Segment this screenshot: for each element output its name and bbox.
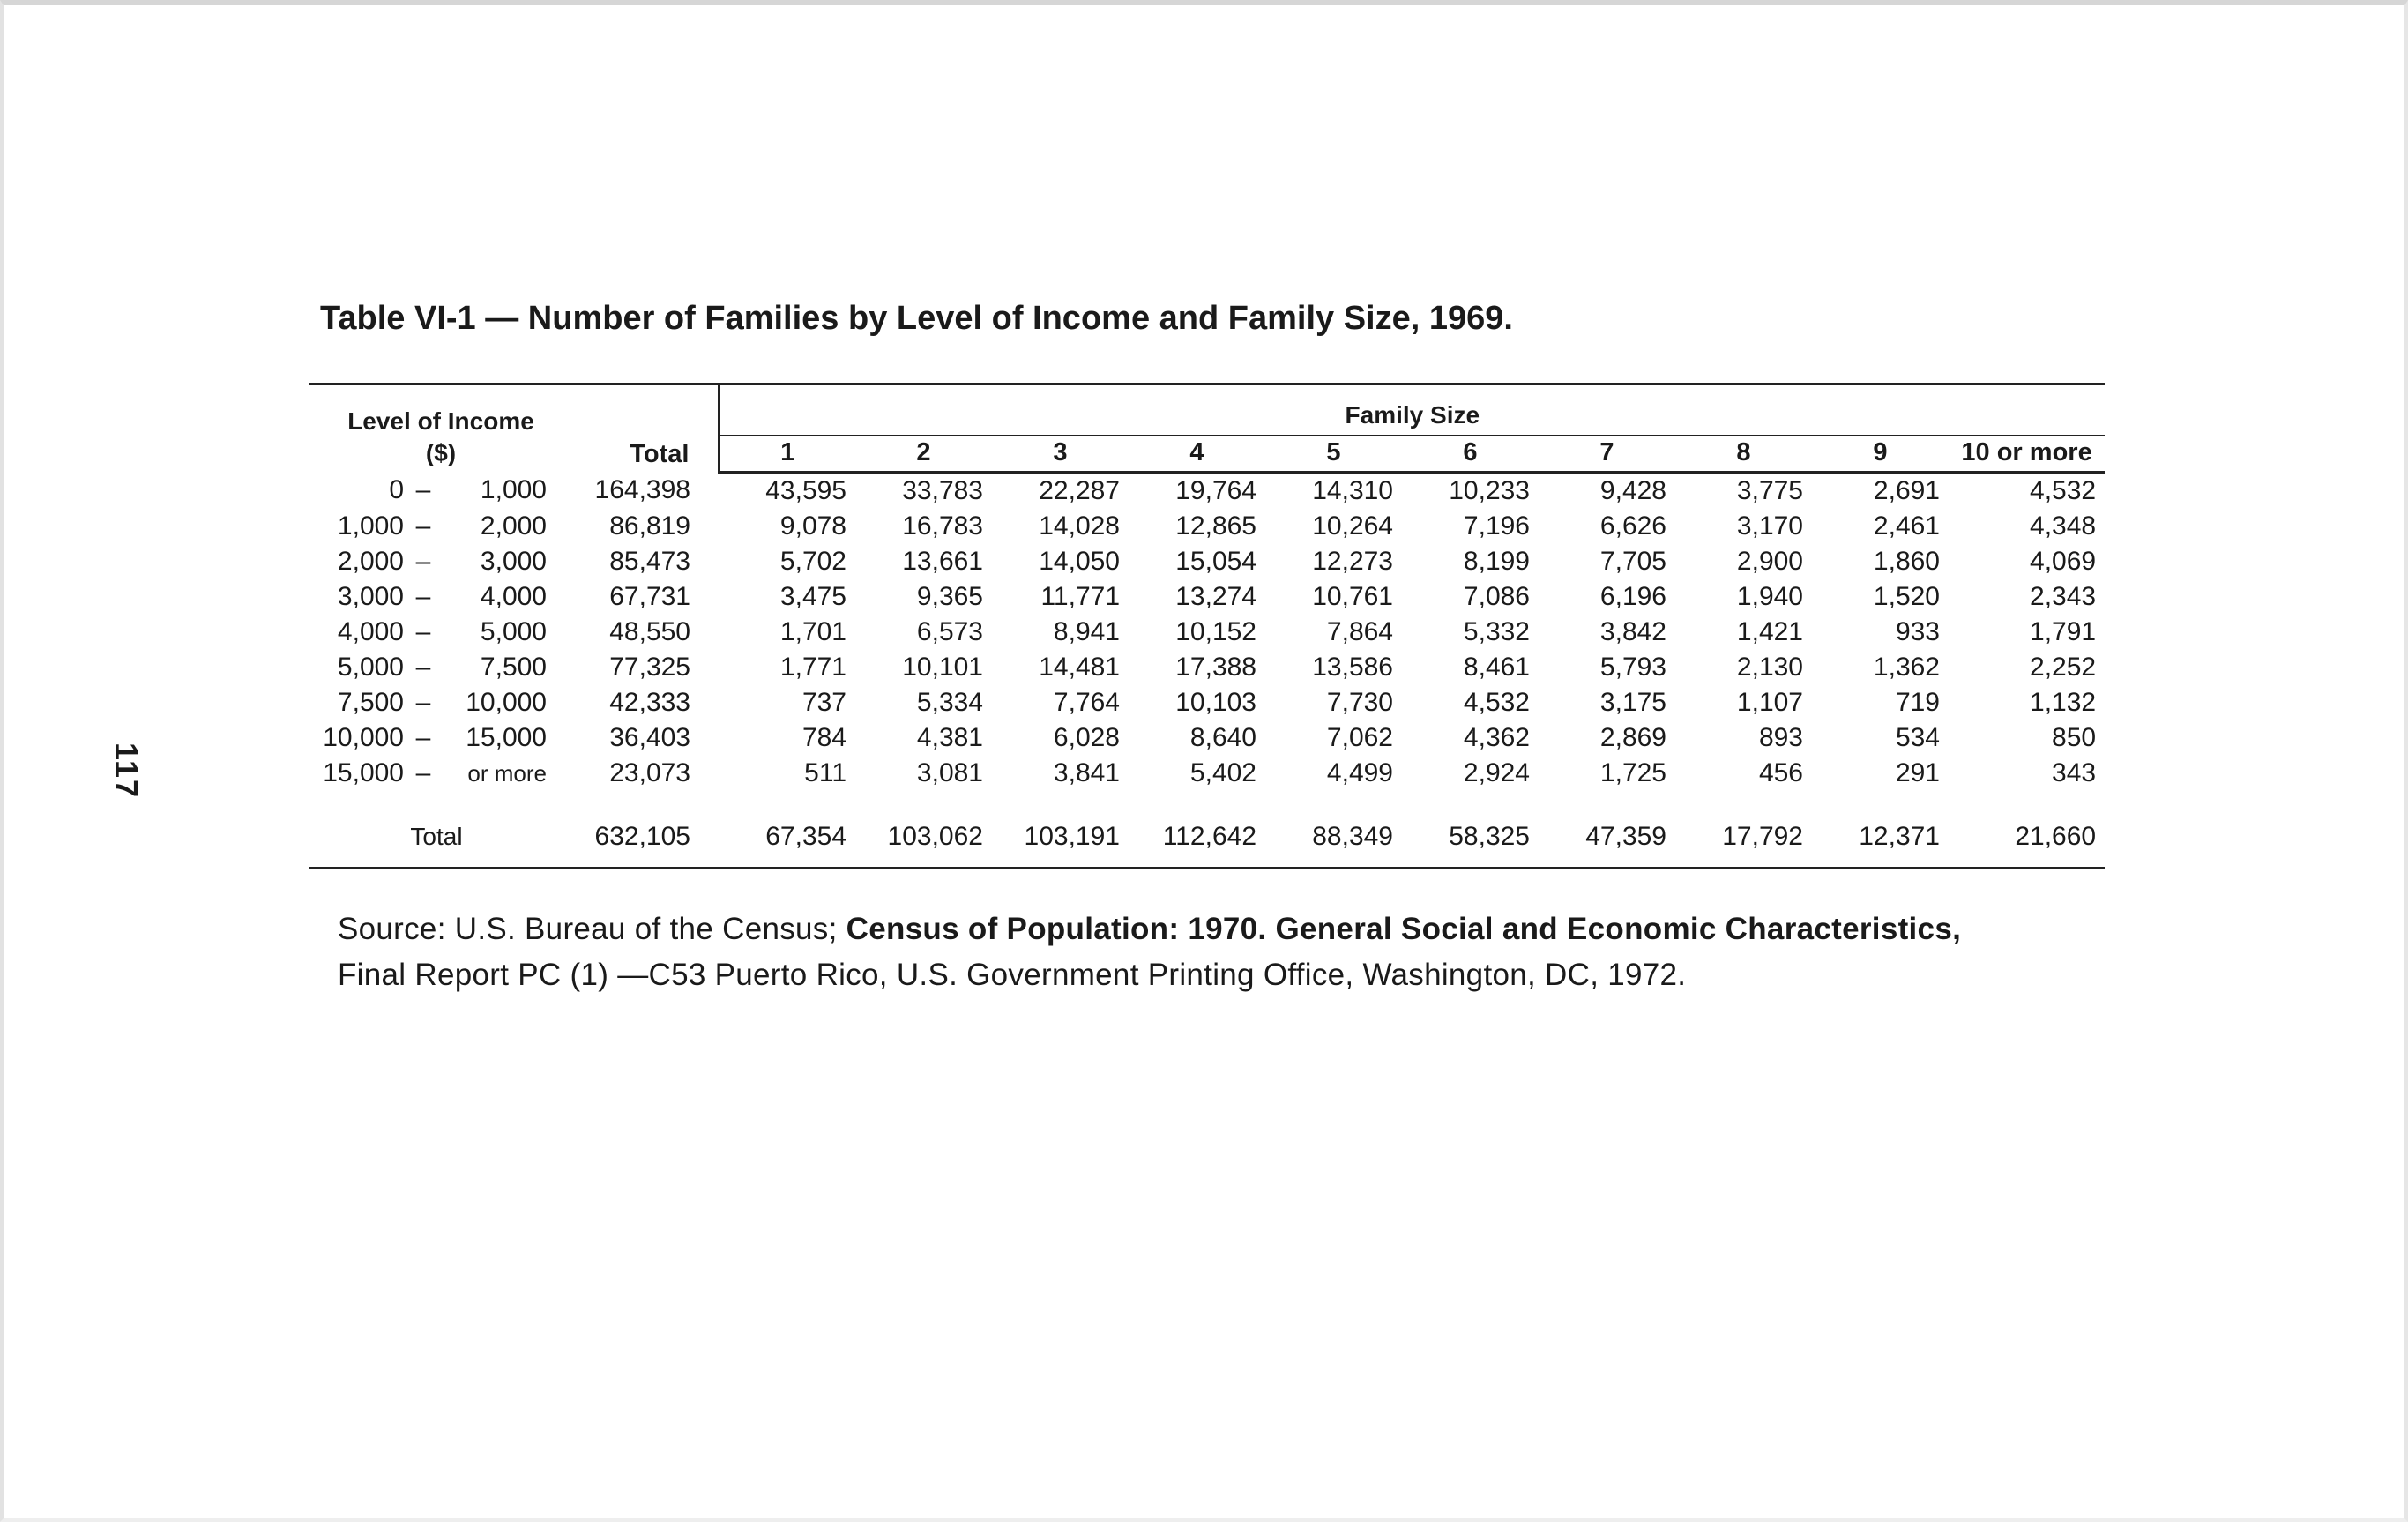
family-count-cell: 5,334 bbox=[916, 688, 983, 717]
income-range-high: 2,000 bbox=[480, 511, 547, 541]
column-total-cell: 12,371 bbox=[1812, 803, 1949, 869]
family-count-cell: 14,310 bbox=[1312, 476, 1393, 505]
family-count-cell: 9,365 bbox=[916, 582, 983, 611]
family-count-cell: 2,869 bbox=[1599, 723, 1666, 752]
family-count-cell: 6,196 bbox=[1599, 582, 1666, 611]
family-count-cell: 4,532 bbox=[1463, 688, 1530, 717]
row-total-cell: 67,731 bbox=[609, 582, 690, 611]
row-total-cell: 77,325 bbox=[609, 653, 690, 682]
family-count-cell: 719 bbox=[1895, 688, 1940, 717]
family-count-cell: 43,595 bbox=[765, 476, 846, 505]
income-range-high: or more bbox=[467, 760, 547, 787]
family-count-cell: 343 bbox=[2052, 758, 2097, 787]
income-range-dash: – bbox=[415, 758, 431, 787]
family-count-cell: 10,103 bbox=[1175, 688, 1256, 717]
family-count-cell: 2,691 bbox=[1873, 476, 1940, 505]
income-range-low: 0 bbox=[389, 475, 404, 505]
income-range-low: 7,500 bbox=[337, 688, 404, 717]
family-count-cell: 7,730 bbox=[1326, 688, 1393, 717]
table-row bbox=[309, 650, 2105, 685]
table-row bbox=[309, 544, 2105, 579]
income-range-high: 1,000 bbox=[480, 475, 547, 505]
row-total-cell: 86,819 bbox=[609, 511, 690, 541]
header-family-size-col: 3 bbox=[992, 436, 1129, 473]
row-total-cell: 48,550 bbox=[609, 617, 690, 646]
header-family-size-col: 8 bbox=[1675, 436, 1812, 473]
family-count-cell: 8,941 bbox=[1053, 617, 1120, 646]
family-count-cell: 14,481 bbox=[1039, 653, 1120, 682]
totals-row bbox=[309, 803, 2105, 869]
family-count-cell: 2,900 bbox=[1736, 547, 1803, 576]
family-count-cell: 737 bbox=[801, 688, 846, 717]
family-count-cell: 456 bbox=[1758, 758, 1803, 787]
family-count-cell: 7,864 bbox=[1326, 617, 1393, 646]
family-count-cell: 1,701 bbox=[779, 617, 846, 646]
header-family-size-col: 7 bbox=[1539, 436, 1675, 473]
income-range-high: 3,000 bbox=[480, 547, 547, 576]
family-count-cell: 4,362 bbox=[1463, 723, 1530, 752]
family-count-cell: 13,274 bbox=[1175, 582, 1256, 611]
source-publication-title: Census of Population: 1970. General Social and Economic Characteristics, bbox=[846, 912, 1962, 946]
family-count-cell: 16,783 bbox=[902, 511, 983, 541]
column-total-cell: 67,354 bbox=[719, 803, 855, 869]
income-range-dash: – bbox=[415, 723, 431, 752]
family-count-cell: 1,940 bbox=[1736, 582, 1803, 611]
family-count-cell: 784 bbox=[801, 723, 846, 752]
family-count-cell: 3,170 bbox=[1736, 511, 1803, 541]
header-family-size-col: 5 bbox=[1265, 436, 1402, 473]
income-range-dash: – bbox=[415, 511, 431, 541]
row-spacer bbox=[309, 791, 2105, 803]
family-count-cell: 7,705 bbox=[1599, 547, 1666, 576]
income-range-high: 4,000 bbox=[480, 582, 547, 611]
family-count-cell: 8,640 bbox=[1189, 723, 1256, 752]
family-count-cell: 6,626 bbox=[1599, 511, 1666, 541]
table-title: Table VI-1 — Number of Families by Level of Income and Family Size, 1969. bbox=[320, 300, 1513, 337]
family-count-cell: 14,028 bbox=[1039, 511, 1120, 541]
header-level-of-income bbox=[309, 384, 573, 473]
income-range-dash: – bbox=[415, 475, 431, 505]
row-total-cell: 23,073 bbox=[609, 758, 690, 787]
column-total-cell: 88,349 bbox=[1265, 803, 1402, 869]
family-count-cell: 3,775 bbox=[1736, 476, 1803, 505]
family-count-cell: 15,054 bbox=[1175, 547, 1256, 576]
header-family-size-col: 2 bbox=[855, 436, 992, 473]
family-count-cell: 2,252 bbox=[2030, 653, 2097, 682]
income-range-cell bbox=[309, 756, 573, 791]
family-count-cell: 1,771 bbox=[779, 653, 846, 682]
family-count-cell: 2,130 bbox=[1736, 653, 1803, 682]
family-count-cell: 9,428 bbox=[1599, 476, 1666, 505]
family-count-cell: 5,332 bbox=[1463, 617, 1530, 646]
income-range-dash: – bbox=[415, 582, 431, 611]
row-total-cell: 36,403 bbox=[609, 723, 690, 752]
table-row bbox=[309, 720, 2105, 756]
income-family-size-table bbox=[309, 383, 2105, 869]
family-count-cell: 7,062 bbox=[1326, 723, 1393, 752]
income-range-high: 15,000 bbox=[466, 723, 547, 752]
family-count-cell: 1,791 bbox=[2030, 617, 2097, 646]
family-count-cell: 5,702 bbox=[779, 547, 846, 576]
family-count-cell: 19,764 bbox=[1175, 476, 1256, 505]
table-row bbox=[309, 756, 2105, 791]
family-count-cell: 10,233 bbox=[1449, 476, 1530, 505]
family-count-cell: 8,199 bbox=[1463, 547, 1530, 576]
income-range-cell bbox=[309, 685, 573, 720]
row-total-cell: 42,333 bbox=[609, 688, 690, 717]
family-count-cell: 893 bbox=[1758, 723, 1803, 752]
family-count-cell: 9,078 bbox=[779, 511, 846, 541]
column-total-cell: 103,191 bbox=[992, 803, 1129, 869]
family-count-cell: 7,086 bbox=[1463, 582, 1530, 611]
header-total: Total bbox=[573, 384, 719, 473]
family-count-cell: 3,475 bbox=[779, 582, 846, 611]
income-range-cell bbox=[309, 473, 573, 510]
family-count-cell: 12,865 bbox=[1175, 511, 1256, 541]
income-range-low: 4,000 bbox=[337, 617, 404, 646]
family-count-cell: 3,842 bbox=[1599, 617, 1666, 646]
income-range-dash: – bbox=[415, 547, 431, 576]
family-count-cell: 6,573 bbox=[916, 617, 983, 646]
table-row bbox=[309, 579, 2105, 615]
header-family-size-col: 1 bbox=[719, 436, 855, 473]
family-count-cell: 12,273 bbox=[1312, 547, 1393, 576]
family-count-cell: 5,402 bbox=[1189, 758, 1256, 787]
income-range-cell bbox=[309, 509, 573, 544]
family-count-cell: 10,761 bbox=[1312, 582, 1393, 611]
family-count-cell: 1,860 bbox=[1873, 547, 1940, 576]
family-count-cell: 1,362 bbox=[1873, 653, 1940, 682]
family-count-cell: 3,841 bbox=[1053, 758, 1120, 787]
family-count-cell: 1,132 bbox=[2030, 688, 2097, 717]
income-range-low: 3,000 bbox=[337, 582, 404, 611]
column-total-cell: 58,325 bbox=[1402, 803, 1539, 869]
table-row bbox=[309, 685, 2105, 720]
family-count-cell: 10,101 bbox=[902, 653, 983, 682]
family-count-cell: 2,343 bbox=[2030, 582, 2097, 611]
family-count-cell: 291 bbox=[1895, 758, 1940, 787]
family-count-cell: 5,793 bbox=[1599, 653, 1666, 682]
family-count-cell: 10,264 bbox=[1312, 511, 1393, 541]
family-count-cell: 14,050 bbox=[1039, 547, 1120, 576]
header-family-size-col: 9 bbox=[1812, 436, 1949, 473]
income-range-high: 7,500 bbox=[480, 653, 547, 682]
family-count-cell: 4,499 bbox=[1326, 758, 1393, 787]
income-range-low: 5,000 bbox=[337, 653, 404, 682]
row-total-cell: 164,398 bbox=[594, 475, 690, 505]
page-number: 117 bbox=[108, 742, 145, 800]
column-total-cell: 103,062 bbox=[855, 803, 992, 869]
income-range-cell bbox=[309, 650, 573, 685]
income-range-dash: – bbox=[415, 688, 431, 717]
family-count-cell: 10,152 bbox=[1175, 617, 1256, 646]
family-count-cell: 7,764 bbox=[1053, 688, 1120, 717]
family-count-cell: 7,196 bbox=[1463, 511, 1530, 541]
family-count-cell: 33,783 bbox=[902, 476, 983, 505]
column-total-cell: 112,642 bbox=[1129, 803, 1265, 869]
income-range-dash: – bbox=[415, 653, 431, 682]
column-total-cell: 21,660 bbox=[1949, 803, 2105, 869]
income-range-low: 2,000 bbox=[337, 547, 404, 576]
family-count-cell: 534 bbox=[1895, 723, 1940, 752]
family-count-cell: 13,661 bbox=[902, 547, 983, 576]
source-line2: Final Report PC (1) —C53 Puerto Rico, U.S. Government Printing Office, Washington, DC, 1972. bbox=[338, 958, 1687, 992]
income-range-high: 5,000 bbox=[480, 617, 547, 646]
family-count-cell: 3,081 bbox=[916, 758, 983, 787]
family-count-cell: 1,520 bbox=[1873, 582, 1940, 611]
income-range-high: 10,000 bbox=[466, 688, 547, 717]
family-count-cell: 11,771 bbox=[1040, 582, 1120, 611]
family-count-cell: 1,107 bbox=[1736, 688, 1803, 717]
family-count-cell: 933 bbox=[1895, 617, 1940, 646]
table-body bbox=[309, 473, 2105, 869]
table-row bbox=[309, 615, 2105, 650]
source-note bbox=[338, 906, 2092, 998]
family-count-cell: 1,725 bbox=[1599, 758, 1666, 787]
family-count-cell: 4,381 bbox=[916, 723, 983, 752]
income-range-low: 10,000 bbox=[323, 723, 404, 752]
grand-total-cell: 632,105 bbox=[573, 803, 719, 869]
income-range-cell bbox=[309, 544, 573, 579]
source-prefix: Source: U.S. Bureau of the Census; bbox=[338, 912, 846, 946]
income-range-dash: – bbox=[415, 617, 431, 646]
table-row bbox=[309, 473, 2105, 510]
family-count-cell: 6,028 bbox=[1053, 723, 1120, 752]
table-row bbox=[309, 509, 2105, 544]
income-range-low: 1,000 bbox=[337, 511, 404, 541]
family-count-cell: 2,924 bbox=[1463, 758, 1530, 787]
totals-label: Total bbox=[309, 803, 573, 869]
income-range-cell bbox=[309, 579, 573, 615]
income-range-cell bbox=[309, 615, 573, 650]
column-total-cell: 47,359 bbox=[1539, 803, 1675, 869]
family-count-cell: 4,348 bbox=[2030, 511, 2097, 541]
family-count-cell: 2,461 bbox=[1873, 511, 1940, 541]
family-count-cell: 17,388 bbox=[1175, 653, 1256, 682]
row-spacer-cell bbox=[309, 791, 2105, 803]
income-range-cell bbox=[309, 720, 573, 756]
family-count-cell: 3,175 bbox=[1599, 688, 1666, 717]
family-count-cell: 4,069 bbox=[2030, 547, 2097, 576]
family-count-cell: 511 bbox=[804, 758, 846, 787]
header-family-size-col: 10 or more bbox=[1949, 436, 2105, 473]
column-total-cell: 17,792 bbox=[1675, 803, 1812, 869]
family-count-cell: 13,586 bbox=[1312, 653, 1393, 682]
header-family-size-col: 4 bbox=[1129, 436, 1265, 473]
family-count-cell: 22,287 bbox=[1039, 476, 1120, 505]
row-total-cell: 85,473 bbox=[609, 547, 690, 576]
header-family-size: Family Size bbox=[719, 384, 2105, 436]
family-count-cell: 850 bbox=[2052, 723, 2097, 752]
header-income-line2: ($) bbox=[425, 438, 457, 466]
header-family-size-col: 6 bbox=[1402, 436, 1539, 473]
family-count-cell: 8,461 bbox=[1463, 653, 1530, 682]
header-income-line1: Level of Income bbox=[347, 407, 534, 435]
income-range-low: 15,000 bbox=[323, 758, 404, 787]
family-count-cell: 1,421 bbox=[1736, 617, 1803, 646]
family-count-cell: 4,532 bbox=[2030, 476, 2097, 505]
